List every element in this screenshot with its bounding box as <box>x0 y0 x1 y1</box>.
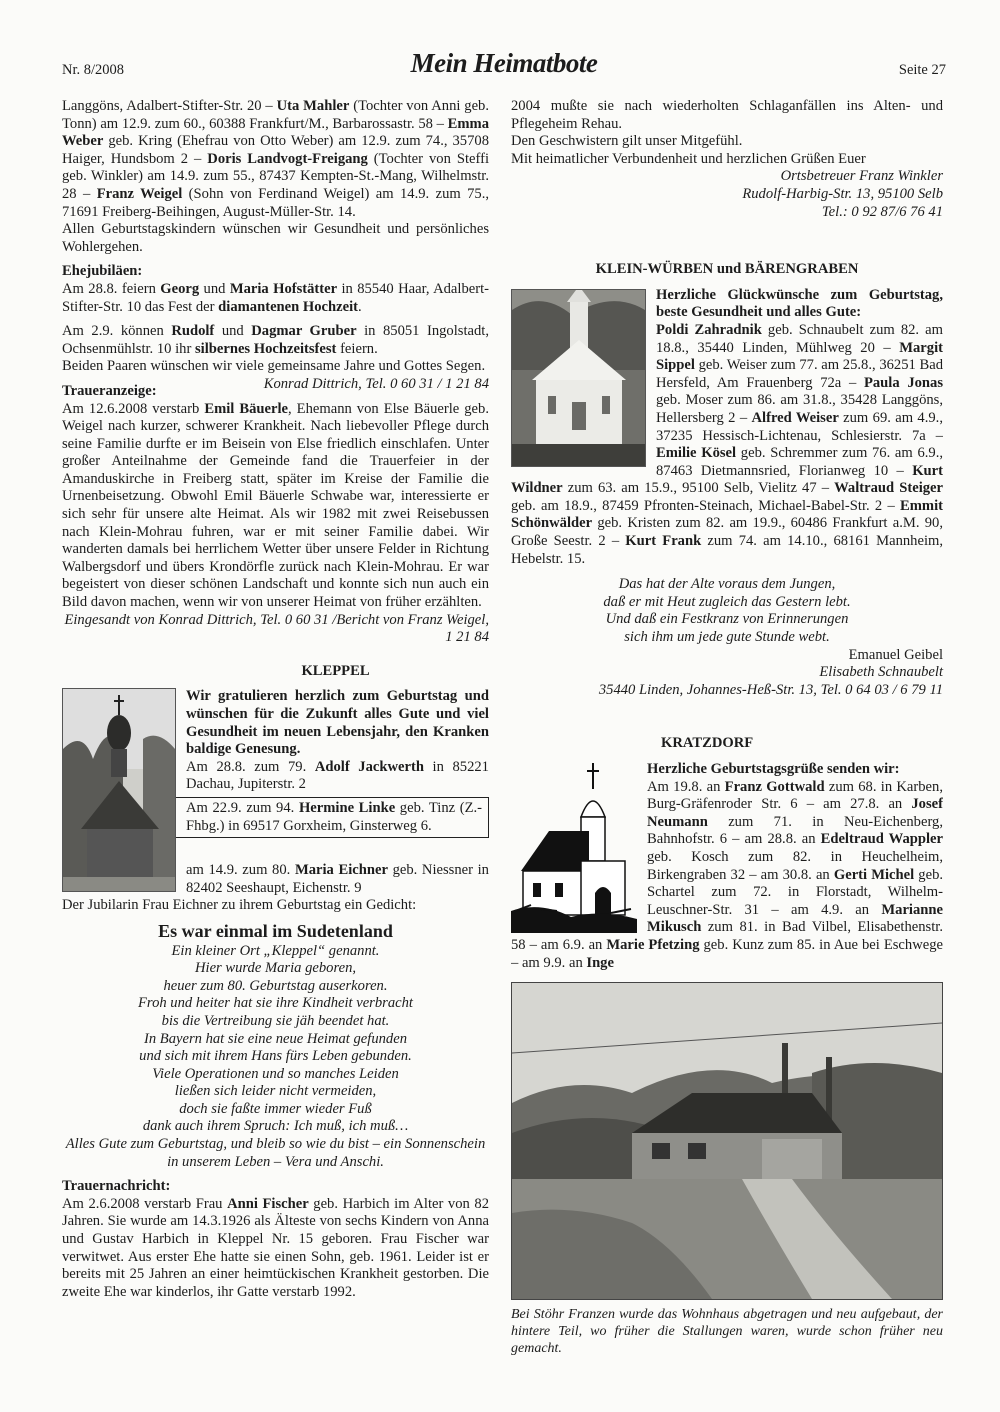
poem-line: doch sie faßte immer wieder Fuß <box>179 1100 372 1117</box>
person-name: Kurt Frank <box>625 533 702 550</box>
page-header <box>62 48 946 88</box>
poem <box>62 943 489 1172</box>
birthday-wish: Allen Geburtstagskindern wünschen wir Gesundheit und persönliches Wohlergehen. <box>62 221 489 255</box>
chapel-image <box>512 290 645 466</box>
signature-1: Ortsbetreuer Franz Winkler <box>780 168 943 185</box>
person-name: Alfred Weiser <box>751 409 839 426</box>
person-name: Georg <box>160 280 200 297</box>
ehe-entry-2: Am 2.9. können Rudolf und Dagmar Gruber in 85051 Ingolstadt, Ochsenmühlstr. 10 ihr silbernes Hochzeitsfest feiern. <box>62 323 489 357</box>
person-name: Maria Eichner <box>294 862 388 879</box>
person-name: diamantenen Hochzeit <box>218 298 359 315</box>
trauer-heading: Traueranzeige: <box>62 382 157 399</box>
poem-line: Froh und heiter hat sie ihre Kindheit verbracht <box>138 995 413 1012</box>
person-name: Poldi Zahradnik <box>656 321 762 338</box>
person-name: Marianne Mikusch <box>647 901 943 936</box>
person-name: Emma Weber <box>62 115 489 150</box>
poem-line: heuer zum 80. Geburtstag auserkoren. <box>163 977 388 994</box>
photo-caption: Bei Stöhr Franzen wurde das Wohnhaus abgetragen und neu aufgebaut, der hintere Teil, wo früher die Stallungen waren, wurde schon früher neu gemacht. <box>511 1307 943 1357</box>
poem-line: bis die Vertreibung sie jäh beendet hat. <box>161 1012 390 1029</box>
kleppel-birthday-2: Am 22.9. zum 94. Hermine Linke geb. Tinz (Z.-Fhbg.) in 69517 Gorxheim, Ginsterweg 6. <box>62 797 489 838</box>
person-name: Uta Mahler <box>276 98 350 114</box>
person-name: silbernes Hochzeitsfest <box>194 340 337 357</box>
church-photo-kleppel <box>62 688 176 892</box>
kratzdorf-greeting: Herzliche Geburtstagsgrüße senden wir: <box>647 761 900 777</box>
poem-intro: Der Jubilarin Frau Eichner zu ihrem Geburtstag ein Gedicht: <box>62 897 417 914</box>
poem-line: sich ihm um jede gute Stunde webt. <box>624 629 830 646</box>
person-name: Inge <box>586 954 614 971</box>
person-name: Paula Jonas <box>863 374 943 391</box>
poem-title: Es war einmal im Sudetenland <box>158 920 393 941</box>
poem-line: Das hat der Alte voraus dem Jungen, <box>618 576 836 593</box>
poem-line: daß er mit Heut zugleich das Gestern lebt. <box>603 593 851 610</box>
person-name: Waltraud Steiger <box>834 480 943 497</box>
wooden-church-image <box>63 689 175 891</box>
church-drawing-image <box>511 761 637 933</box>
person-name: Anni Fischer <box>227 1195 309 1212</box>
kleppel-birthday-1: Am 28.8. zum 79. Adolf Jackwerth in 85221 Dachau, Jupiterstr. 2 <box>186 758 489 793</box>
person-name: Maria Hofstätter <box>229 280 338 297</box>
poem-line: Alles Gute zum Geburtstag, und bleib so wie du bist – ein Sonnenschein in unserem Leben – Vera und Anschi. <box>65 1136 486 1170</box>
ehe-heading: Ehejubiläen: <box>62 263 143 280</box>
signature-3: Tel.: 0 92 87/6 76 41 <box>821 203 943 220</box>
issue-number: Nr. 8/2008 <box>62 62 125 78</box>
poem-line: dank auch ihrem Spruch: Ich muß, ich muß… <box>142 1118 409 1135</box>
poem-line: In Bayern hat sie eine neue Heimat gefunden <box>143 1030 407 1047</box>
person-name: Margit Sippel <box>656 339 943 374</box>
kratzdorf-birthdays: Am 19.8. an Franz Gottwald zum 68. in Karben, Burg-Gräfenroder Str. 6 – am 27.8. an Josef Neumann zum 71. in Neu-Eichenberg, Bahnhofstr. 6 – am 28.8. an Edeltraud Wappler geb. Kosch zum 82. in Heuchelheim, Birkengraben 32 – am 30.8. an Gerti Michel geb. Schartel zum 72. in Florstadt, Wilhelm-Leuschner-Str. 31 – am 4.9. an Marianne Mikusch zum 81. in Bad Vilbel, Elisabethenstr. 58 – am 6.9. an Marie Pfetzing geb. Kunz zum 85. in Aue bei Eschwege – am 9.9. an Inge <box>511 778 943 971</box>
poem-line: Hier wurde Maria geboren, <box>194 960 357 977</box>
person-name: Edeltraud Wappler <box>820 831 943 848</box>
left-column <box>62 98 489 1301</box>
trauer-text <box>62 400 489 628</box>
klein-wuerben-signature-1: Elisabeth Schnaubelt <box>819 664 943 681</box>
trauernachricht-text: Am 2.6.2008 verstarb Frau Anni Fischer geb. Harbich im Alter von 82 Jahren. Sie wurde am 14.3.1926 als Älteste von sechs Kindern von Anna und Gustav Harbich in Kleppel Nr. 15 geboren. Frau Fischer war verwitwet. Aus erster Ehe hatte sie einen Sohn, geb. 1961. Leider ist er bereits mit 25 Jahren an einer heimtückischen Krankheit gestorben. Die zweite Ehe war kinderlos, ihr Gatte verstarb 1992. <box>62 1195 489 1300</box>
trauer-signature-1: Bericht von Franz Weigel, <box>336 611 489 628</box>
person-name: Marie Pfetzing <box>606 936 700 953</box>
trauernachricht-heading: Trauernachricht: <box>62 1178 171 1195</box>
person-name: Emil Bäuerle <box>204 400 288 417</box>
geibel-poem <box>511 576 943 646</box>
masthead: Mein Heimatbote <box>410 48 598 78</box>
kleppel-block <box>62 688 489 897</box>
kleppel-greeting: Wir gratulieren herzlich zum Geburtstag und wünschen für die Zukunft alles Gute und viel Gesundheit im neuen Lebensjahr, den Kranken baldige Genesung. <box>186 688 489 758</box>
page-number: Seite 27 <box>898 62 946 78</box>
person-name: Dagmar Gruber <box>251 323 357 340</box>
right-column <box>511 98 943 1357</box>
person-name: Emmit Schönwälder <box>511 497 943 532</box>
klein-wuerben-birthdays: Poldi Zahradnik geb. Schnaubelt zum 82. am 18.8., 35440 Linden, Mühlweg 20 – Margit Sippel geb. Weiser zum 77. am 25.8., 36251 Bad Hersfeld, Am Frauenberg 72a – Paula Jonas geb. Moser zum 86. am 31.8., 35428 Langgöns, Hellersberg 2 – Alfred Weiser zum 69. am 4.9., 37235 Hessisch-Lichtenau, Schlesierstr. 7a – Emilie Kösel geb. Schremmer zum 76. am 6.9., 87463 Dietmannsried, Florianweg 10 – Kurt Wildner zum 63. am 15.9., 95100 Selb, Vielitz 47 – Waltraud Steiger geb. am 18.9., 87459 Pfronten-Steinach, Michael-Babel-Str. 2 – Emmit Schönwälder geb. Kristen zum 82. am 19.9., 60486 Frankfurt a.M. 90, Große Seestr. 2 – Kurt Frank zum 74. am 14.10., 68161 Mannheim, Hebelstr. 15. <box>511 321 943 567</box>
closing-text: Mit heimatlicher Verbundenheit und herzlichen Grüßen Euer <box>511 150 866 167</box>
poem-line: ließen sich leider nicht vermeiden, <box>174 1083 377 1100</box>
farmhouse-image <box>512 983 942 1299</box>
klein-wuerben-signature-2: 35440 Linden, Johannes-Heß-Str. 13, Tel. 0 64 03 / 6 79 11 <box>598 681 943 698</box>
person-name: Josef Neumann <box>647 796 943 830</box>
klein-wuerben-title: KLEIN-WÜRBEN und BÄRENGRABEN <box>595 261 859 278</box>
sympathy-text: Den Geschwistern gilt unser Mitgefühl. <box>511 133 743 150</box>
kleppel-title: KLEPPEL <box>301 662 370 679</box>
ehe-signature: Konrad Dittrich, Tel. 0 60 31 / 1 21 84 <box>263 375 489 392</box>
birthday-intro: Langgöns, Adalbert-Stifter-Str. 20 – Uta Mahler (Tochter von Anni geb. Tonn) am 12.9. zum 60., 60388 Frankfurt/M., Barbarossastr. 58 – Emma Weber geb. Kring (Ehefrau von Otto Weber) am 12.9. zum 74., 35708 Haiger, Hundsbom 2 – Doris Landvogt-Freigang (Tochter von Steffi geb. Winkler) am 14.9. zum 55., 87437 Kempten-St.-Mang, Wilhelmstr. 28 – Franz Weigel (Sohn von Ferdinand Weigel) am 14.9. zum 75., 71691 Freiberg-Beihingen, August-Müller-Str. 14. <box>62 98 490 220</box>
church-photo-klein-wuerben <box>511 289 646 467</box>
person-name: Doris Landvogt-Freigang <box>207 150 368 167</box>
poet-name: Emanuel Geibel <box>848 646 943 663</box>
person-name: Emilie Kösel <box>656 445 737 462</box>
poem-line: Viele Operationen und so manches Leiden <box>152 1065 399 1082</box>
poem-line: Ein kleiner Ort „Kleppel“ genannt. <box>171 942 380 959</box>
ehe-wish-text: Beiden Paaren wünschen wir viele gemeinsame Jahre und Gottes Segen. <box>62 358 486 375</box>
signature-2: Rudolf-Harbig-Str. 13, 95100 Selb <box>742 185 943 202</box>
klein-wuerben-greeting: Herzliche Glückwünsche zum Geburtstag, beste Gesundheit und alles Gute: <box>656 286 943 321</box>
person-name: Franz Weigel <box>96 185 183 202</box>
church-drawing-kratzdorf <box>511 761 637 933</box>
person-name: Rudolf <box>171 323 215 340</box>
kratzdorf-title: KRATZDORF <box>661 735 754 752</box>
farmhouse-photo <box>511 982 943 1300</box>
person-name: Gerti Michel <box>833 866 915 883</box>
person-name: Hermine Linke <box>298 799 396 816</box>
kratzdorf-block <box>511 761 943 972</box>
person-name: Franz Gottwald <box>724 778 825 795</box>
klein-wuerben-block <box>511 287 943 569</box>
trauer-body: Am 12.6.2008 verstarb Emil Bäuerle, Ehemann von Else Bäuerle geb. Weigel nach kurzer, schwerer Krankheit. Nach liebevoller Pflege durch seine Familie durfte er im Beisein von Else friedlich einschlafen. Unter großer Anteilnahme der Gemeinde fand die Trauerfeier in der Amanduskirche in Freiberg statt, später im Kreise der Familie die Urnenbeisetzung. Obwohl Emil Bäuerle Schwabe war, interessierte er sich sehr für unsere alte Heimat. Als wir 1982 mit zwei Reisebussen nach Klein-Mohrau fuhren, war er mit seiner Familie dabei. Wir wanderten damals bei herrlichem Wetter über unsere Felder in Richtung Walbergsdorf und übers Krondörfle zurück nach Klein-Mohrau. Er war begeistert von dieser schönen Landschaft und konnte sich nun auch ein Bild davon machen, wenn wir von unserer Heimat von früher erzählten. <box>62 400 489 611</box>
ehe-entry-1: Am 28.8. feiern Georg und Maria Hofstätter in 85540 Haar, Adalbert-Stifter-Str. 10 das Fest der diamantenen Hochzeit. <box>62 280 489 315</box>
person-name: Kurt Wildner <box>511 462 943 497</box>
continuation-text: 2004 mußte sie nach wiederholten Schlaganfällen ins Alten- und Pflegeheim Rehau. <box>511 98 943 132</box>
poem-line: und sich mit ihrem Hans fürs Leben gebunden. <box>139 1048 412 1065</box>
kleppel-birthday-3: am 14.9. zum 80. Maria Eichner geb. Niessner in 82402 Seeshaupt, Eichenstr. 9 <box>186 862 489 896</box>
person-name: Adolf Jackwerth <box>314 758 424 775</box>
trauer-signature-2: Eingesandt von Konrad Dittrich, Tel. 0 60 31 / 1 21 84 <box>64 611 489 646</box>
poem-line: Und daß ein Festkranz von Erinnerungen <box>605 611 849 628</box>
